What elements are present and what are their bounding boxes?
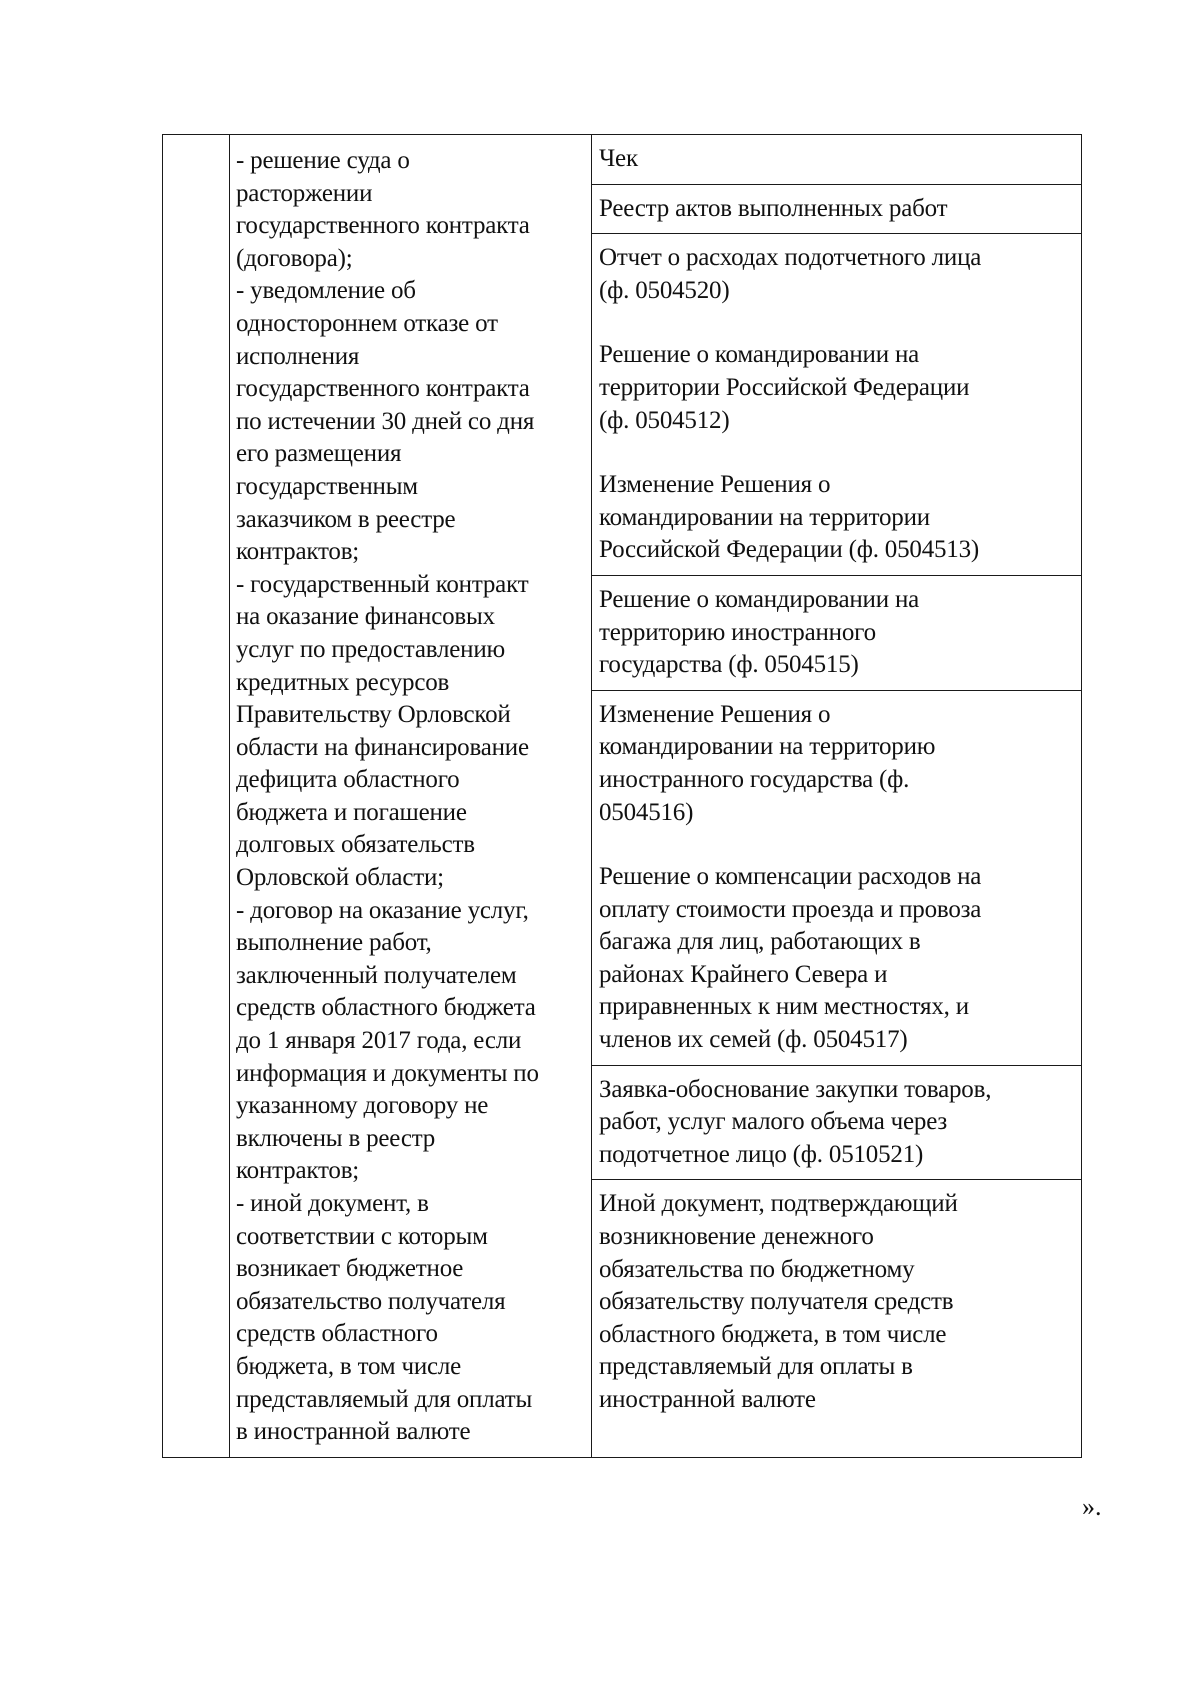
document-paragraph: Заявка-обоснование закупки товаров, работ, услуг малого объема через подотчетное лицо (ф. 0510521)	[599, 1075, 992, 1168]
document-cell	[592, 234, 1081, 576]
paragraph-gap	[599, 829, 1075, 861]
document-paragraph: Решение о компенсации расходов на оплату стоимости проезда и провоза багажа для лиц, работающих в районах Крайнего Севера и приравненных к ним местностях, и членов их семей (ф. 0504517)	[599, 863, 982, 1054]
document-paragraph: Решение о командировании на территории Российской Федерации (ф. 0504512)	[599, 341, 970, 434]
basis-column-cell	[230, 135, 592, 1458]
document-paragraph: Реестр актов выполненных работ	[599, 194, 948, 222]
document-cell	[592, 185, 1081, 235]
documents-table	[162, 134, 1082, 1458]
document-paragraph: Решение о командировании на территорию иностранного государства (ф. 0504515)	[599, 585, 920, 679]
documents-column-cell	[592, 135, 1082, 1458]
document-cell	[592, 135, 1081, 185]
table-row	[163, 135, 1082, 1458]
document-paragraph: Изменение Решения о командировании на территорию иностранного государства (ф. 0504516)	[599, 700, 936, 826]
document-paragraph: Изменение Решения о командировании на территории Российской Федерации (ф. 0504513)	[599, 471, 980, 564]
paragraph-gap	[599, 437, 1075, 469]
paragraph-gap	[599, 307, 1075, 339]
documents-list	[592, 135, 1081, 1425]
document-cell	[592, 1180, 1081, 1424]
document-cell	[592, 691, 1081, 1066]
document-cell	[592, 1066, 1081, 1181]
document-paragraph: Отчет о расходах подотчетного лица (ф. 0504520)	[599, 244, 982, 304]
number-column-cell	[163, 135, 230, 1458]
document-paragraph: Чек	[599, 145, 638, 172]
basis-text: - решение суда о расторжении государственного контракта (договора); - уведомление об одностороннем отказе от исполнения государственного контракта по истечении 30 дней со дня его размещения государственным заказчиком в реестре контрактов; - государственный контракт на оказание финансовых услуг по предоставлению кредитных ресурсов Правительству Орловской области на финансирование дефицита областного бюджета и погашение долговых обязательств Орловской области; - договор на оказание услуг, выполнение работ, заключенный получателем средств областного бюджета до 1 января 2017 года, если информация и документы по указанному договору не включены в реестр контрактов; - иной документ, в соответствии с которым возникает бюджетное обязательство получателя средств областного бюджета, в том числе представляемый для оплаты в иностранной валюте	[236, 147, 539, 1446]
document-paragraph: Иной документ, подтверждающий возникновение денежного обязательства по бюджетному обязательству получателя средств областного бюджета, в том числе представляемый для оплаты в иностранной валюте	[599, 1190, 958, 1413]
document-cell	[592, 576, 1081, 691]
closing-quote: ».	[1082, 1492, 1102, 1521]
